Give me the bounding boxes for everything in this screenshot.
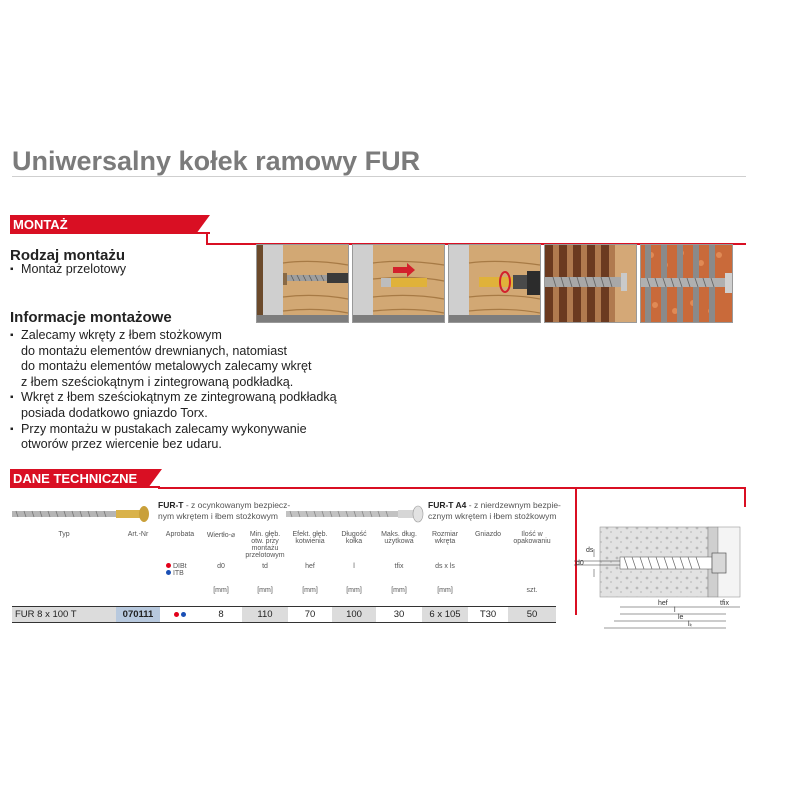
itb-dot-icon	[166, 570, 171, 575]
install-step-2-image	[352, 244, 445, 323]
install-step-3-image	[448, 244, 541, 323]
cell-efekt-glebokosc: 70	[288, 607, 332, 623]
rodzaj-list	[10, 262, 126, 278]
approval-legend: DIBt ITB	[160, 562, 200, 586]
info-list	[10, 328, 360, 453]
fur-t-a4-caption: FUR-T A4 - z nierdzewnym bezpie- cznym wkrętem i łbem stożkowym	[428, 500, 561, 521]
col-min-glebokosc: Min. głęb. otw. przy montażu przelotowym	[245, 531, 285, 559]
cell-aprobata	[160, 607, 200, 623]
col-wiertlo: Wiertło-⌀	[206, 532, 236, 539]
fur-t-name: FUR-T	[158, 500, 184, 510]
install-step-4-image	[544, 244, 637, 323]
table-unit-row: [mm] [mm] [mm] [mm] [mm] [mm] szt.	[213, 587, 538, 594]
sym-hef: hef	[305, 563, 315, 570]
info-heading: Informacje montażowe	[10, 309, 172, 326]
dimension-diagram	[574, 525, 744, 635]
diagram-label-ds: ds	[586, 547, 594, 554]
cell-dlugosc-kolka: 100	[332, 607, 376, 623]
install-step-1-image	[256, 244, 349, 323]
col-art-nr: Art.-Nr	[127, 531, 149, 538]
cell-art-nr[interactable]: 070111	[116, 607, 160, 623]
cell-gniazdo: T30	[468, 607, 508, 623]
col-gniazdo: Gniazdo	[474, 531, 502, 538]
sym-d0: d0	[217, 563, 225, 570]
rodzaj-item: ▪ Montaż przelotowy	[10, 262, 126, 278]
dane-line	[158, 487, 746, 489]
dibt-dot-icon	[166, 563, 171, 568]
diagram-label-hef: hef	[658, 600, 668, 607]
col-rozmiar-wkreta: Rozmiar wkręta	[431, 531, 459, 545]
page-title: Uniwersalny kołek ramowy FUR	[12, 146, 421, 176]
sym-l: l	[353, 563, 355, 570]
cell-ilosc: 50	[508, 607, 556, 623]
diagram-label-l: l	[674, 607, 676, 614]
fur-t-a4-name: FUR-T A4	[428, 500, 467, 510]
info-item: ▪ Zalecamy wkręty z łbem stożkowym do montażu elementów drewnianych, natomiast do montażu elementów metalowych zalecamy wkręt z łbem sześciokątnym i zintegrowaną podkładką.	[10, 328, 360, 390]
fur-t-caption: FUR-T - z ocynkowanym bezpiecz- nym wkrętem i łbem stożkowym	[158, 500, 291, 521]
cell-min-glebokosc: 110	[242, 607, 288, 623]
montaz-section-bar	[10, 215, 746, 234]
rodzaj-heading: Rodzaj montażu	[10, 247, 125, 264]
col-typ: Typ	[58, 531, 70, 538]
col-maks-dlugosc: Maks. dług. użytkowa	[381, 531, 417, 545]
dibt-dot-icon	[174, 612, 179, 617]
cell-maks-dlugosc: 30	[376, 607, 422, 623]
col-dlugosc-kolka: Długość kołka	[341, 531, 367, 545]
dane-section-bar	[10, 469, 746, 488]
title-rule	[12, 176, 746, 177]
diagram-label-le: le	[678, 614, 684, 621]
sym-td: td	[262, 563, 268, 570]
install-step-5-image	[640, 244, 733, 323]
fur-t-product-image	[12, 503, 152, 530]
table-symbol-row	[12, 562, 556, 586]
col-aprobata: Aprobata	[165, 531, 195, 538]
diagram-label-lk: lₖ	[688, 621, 693, 628]
cell-rozmiar-wkreta: 6 x 105	[422, 607, 468, 623]
itb-dot-icon	[181, 612, 186, 617]
technical-data-table	[12, 530, 556, 623]
table-header-row	[12, 530, 556, 562]
sym-tfix: tfix	[394, 563, 404, 570]
diagram-label-d0: d0	[576, 560, 584, 567]
cell-typ: FUR 8 x 100 T	[12, 607, 116, 623]
montaz-line-left	[10, 232, 210, 234]
montaz-section-label: MONTAŻ	[10, 215, 196, 234]
table-row[interactable]	[12, 607, 556, 623]
col-efekt-glebokosc: Efekt. głęb. kotwienia	[292, 531, 328, 545]
diagram-label-tfix: tfix	[720, 600, 729, 607]
col-ilosc: Ilość w opakowaniu	[513, 531, 551, 545]
info-item: ▪ Wkręt z łbem sześciokątnym ze zintegrowaną podkładką posiada dodatkowo gniazdo Torx.	[10, 390, 360, 421]
dane-section-label: DANE TECHNICZNE	[10, 469, 148, 488]
sym-ds-ls: ds x ls	[435, 563, 455, 570]
cell-wiertlo: 8	[200, 607, 242, 623]
fur-t-a4-product-image	[286, 503, 426, 530]
info-item: ▪ Przy montażu w pustakach zalecamy wykonywanie otworów przez wiercenie bez udaru.	[10, 422, 360, 453]
